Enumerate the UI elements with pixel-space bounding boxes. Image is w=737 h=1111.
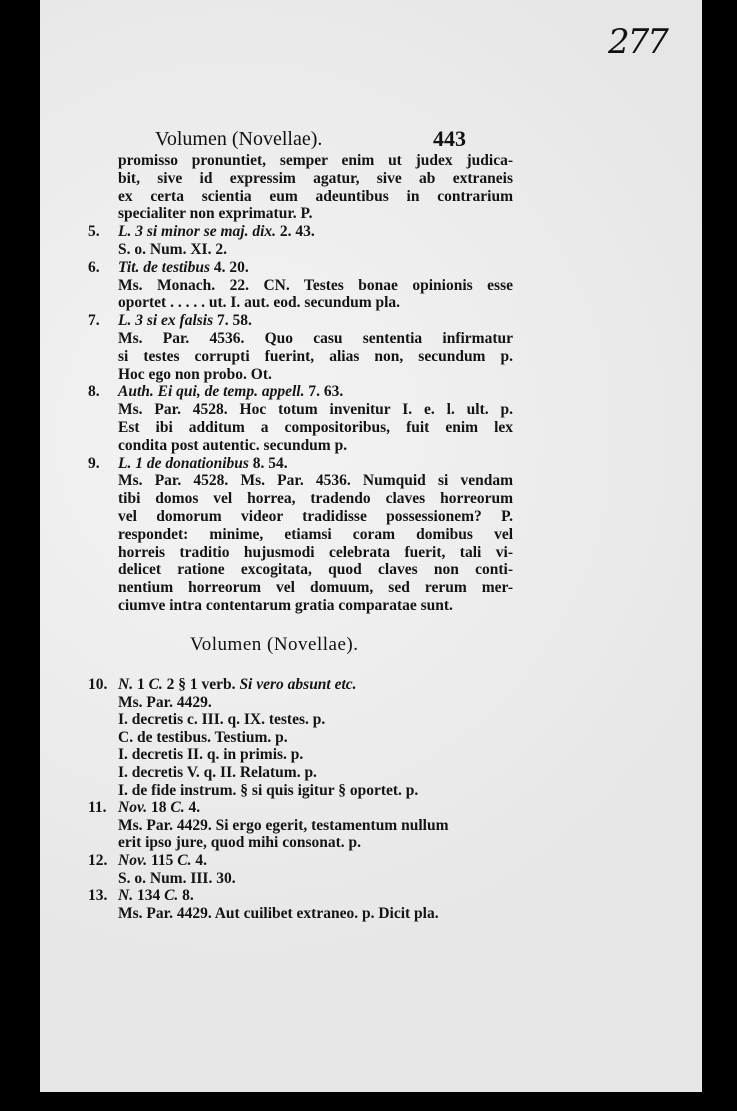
italic-citation: Si vero absunt etc. [239,676,357,693]
entry-number: 12. [88,852,108,869]
text-segment: specialiter non exprimatur. P. [118,205,313,223]
text-segment: Ms. Par. 4429. [118,693,212,711]
text-segment: 2. 43. [276,223,315,241]
text-segment: I. de fide instrum. § si quis igitur § oportet. p. [118,781,419,799]
text-segment: bit, sive id expressim agatur, sive ab extraneis [118,169,513,187]
text-segment: si testes corrupti fuerint, alias non, secundum p. [118,347,513,365]
entry-number: 8. [88,383,100,401]
page-number: 443 [433,126,466,151]
text-line [118,870,236,888]
text-line [118,746,303,764]
text-segment: 7. 63. [304,383,344,401]
text-line [118,490,513,508]
text-segment: 4. 20. [210,258,249,276]
italic-citation: L. 3 si minor se maj. dix. [118,223,277,241]
text-line [118,437,347,455]
text-segment: 18 [147,799,171,817]
text-segment: ciumve intra contentarum gratia comparatae sunt. [118,597,453,614]
text-segment: respondet: minime, etiamsi coram domibus vel [118,525,513,543]
italic-citation: Nov. [118,852,148,869]
italic-citation: L. 1 de donationibus [118,454,249,472]
text-segment: horreis traditio hujusmodi celebrata fuerit, tali vi- [118,543,513,561]
text-line [118,241,227,259]
italic-citation: N. [118,676,134,693]
text-line [118,852,207,870]
text-segment: Ms. Par. 4429. Aut cuilibet extraneo. p. Dicit pla. [118,904,439,922]
text-line [118,526,513,544]
text-line [118,561,513,579]
italic-citation: C. [177,852,192,869]
text-line [118,348,513,366]
text-line [118,676,357,694]
text-segment: Hoc ego non probo. Ot. [118,365,272,383]
text-segment: Ms. Par. 4536. Quo casu sententia infirmatur [118,330,513,347]
text-segment: promisso pronuntiet, semper enim ut judex judica- [118,152,513,169]
text-segment: vel domorum videor tradidisse possessionem? P. [118,508,513,525]
text-line [118,223,315,241]
text-segment: Ms. Par. 4429. Si ergo egerit, testamentum nullum [118,816,449,834]
text-line [118,401,513,419]
text-line [118,799,200,817]
text-line [118,472,513,490]
text-line [118,694,212,712]
text-line [118,205,312,223]
text-segment: 7. 58. [213,312,252,330]
text-line [118,834,361,852]
entry-number: 7. [88,312,100,330]
text-segment: 4. [184,799,201,817]
text-segment: Est ibi additum a compositoribus, fuit enim lex [118,419,513,436]
text-line [118,711,325,729]
text-segment: C. de testibus. Testium. p. [118,728,288,746]
text-line [118,579,513,597]
text-line [118,817,448,835]
text-segment: 134 [133,887,165,905]
entry-number: 5. [88,223,100,241]
running-head: Volumen (Novellae). [155,128,323,150]
text-line [118,188,513,206]
entry-number: 11. [88,799,107,817]
entry-number: 13. [88,887,108,905]
text-segment: I. decretis V. q. II. Relatum. p. [118,764,317,781]
text-segment: condita post autentic. secundum p. [118,436,348,454]
text-line [118,508,513,526]
entry-number: 6. [88,258,100,276]
text-line [118,419,513,437]
italic-citation: Tit. de testibus [118,258,210,276]
entry-number: 9. [88,454,100,472]
text-segment: oportet . . . . . ut. I. aut. eod. secundum pla. [118,294,401,312]
italic-citation: Auth. Ei qui, de temp. appell. [118,383,305,401]
italic-citation: C. [148,676,163,693]
text-segment: 8. 54. [248,454,288,472]
italic-citation: N. [118,887,134,905]
text-segment: ex certa scientia eum adeuntibus in contrarium [118,187,513,205]
section-heading: Volumen (Novellae). [190,634,359,655]
text-segment: 2 § 1 verb. [162,676,240,693]
text-line [118,312,252,330]
text-segment: erit ipso jure, quod mihi consonat. p. [118,834,362,852]
text-line [118,597,453,615]
italic-citation: Nov. [118,799,148,817]
text-line [118,764,317,782]
handwritten-folio-number: 277 [608,22,667,62]
italic-citation: C. [164,887,179,905]
text-line [118,905,439,923]
text-line [118,782,418,800]
text-segment: I. decretis c. III. q. IX. testes. p. [118,711,326,729]
text-segment: S. o. Num. III. 30. [118,869,236,887]
text-segment: Ms. Monach. 22. CN. Testes bonae opinionis esse [118,276,513,294]
text-segment: delicet ratione excogitata, quod claves non conti- [118,561,513,579]
text-line [118,544,513,562]
text-line [118,729,288,747]
text-line [118,330,513,348]
text-segment: 1 [133,676,149,693]
text-segment: nentium horreorum vel domuum, sed rerum mer- [118,579,513,597]
entry-number: 10. [88,676,108,693]
text-segment: 8. [178,887,194,905]
text-line [118,455,288,473]
text-segment: 4. [191,852,207,869]
text-line [118,259,249,277]
text-segment: Ms. Par. 4528. Ms. Par. 4536. Numquid si vendam [118,472,513,490]
text-line [118,170,513,188]
text-line [118,294,400,312]
text-segment: S. o. Num. XI. 2. [118,241,227,258]
text-segment: 115 [147,852,178,869]
text-line [118,383,343,401]
text-segment: Ms. Par. 4528. Hoc totum invenitur I. e. l. ult. p. [118,401,513,419]
italic-citation: L. 3 si ex falsis [118,312,214,330]
italic-citation: C. [170,799,185,817]
text-segment: I. decretis II. q. in primis. p. [118,746,304,764]
text-line [118,887,194,905]
text-segment: tibi domos vel horrea, tradendo claves horreorum [118,490,513,508]
text-line [118,366,272,384]
text-line [118,152,513,170]
text-line [118,277,513,295]
